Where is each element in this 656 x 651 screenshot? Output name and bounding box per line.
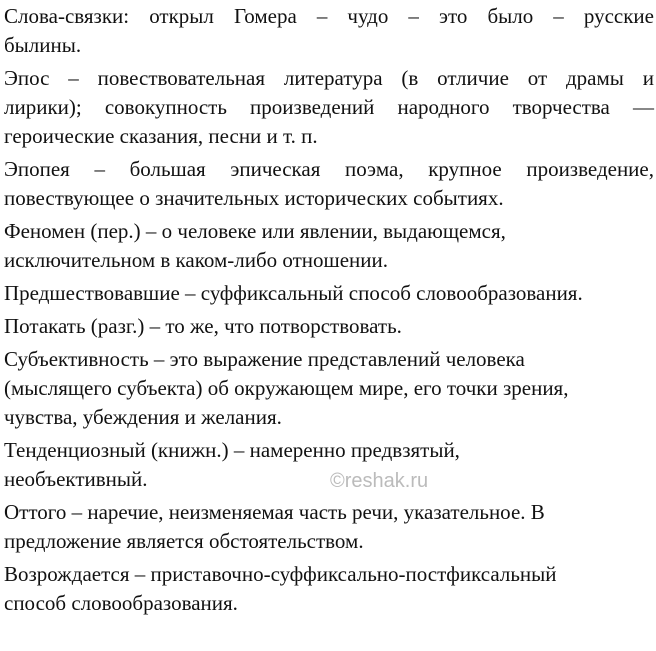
- text-line: Предшествовавшие – суффиксальный способ словообразования.: [4, 281, 583, 305]
- text-line: предложение является обстоятельством.: [4, 529, 364, 553]
- text-line: Слова-связки: открыл Гомера – чудо – это было – русские: [4, 4, 654, 28]
- paragraph: [4, 345, 654, 432]
- text-line: необъективный.: [4, 467, 148, 491]
- paragraph: [4, 2, 654, 60]
- text-line: повествующее о значительных исторических событиях.: [4, 186, 504, 210]
- text-line: героические сказания, песни и т. п.: [4, 124, 318, 148]
- paragraph: [4, 436, 654, 494]
- paragraph: [4, 312, 654, 341]
- text-line: былины.: [4, 33, 82, 57]
- text-line: Субъективность – это выражение представлений человека: [4, 347, 525, 371]
- paragraph: [4, 155, 654, 213]
- text-line: Тенденциозный (книжн.) – намеренно предвзятый,: [4, 438, 460, 462]
- paragraph: [4, 279, 654, 308]
- text-line: Потакать (разг.) – то же, что потворствовать.: [4, 314, 402, 338]
- watermark: ©reshak.ru: [330, 470, 429, 492]
- paragraph: [4, 217, 654, 275]
- paragraph: [4, 560, 654, 618]
- text-line: (мыслящего субъекта) об окружающем мире, его точки зрения,: [4, 376, 569, 400]
- paragraph: [4, 498, 654, 556]
- text-line: Феномен (пер.) – о человеке или явлении, выдающемся,: [4, 219, 506, 243]
- text-line: способ словообразования.: [4, 591, 238, 615]
- text-line: Эпопея – большая эпическая поэма, крупное произведение,: [4, 157, 654, 181]
- text-line: Эпос – повествовательная литература (в отличие от драмы и: [4, 66, 654, 90]
- text-line: Оттого – наречие, неизменяемая часть речи, указательное. В: [4, 500, 545, 524]
- text-line: чувства, убеждения и желания.: [4, 405, 282, 429]
- text-line: Возрождается – приставочно-суффиксально-постфиксальный: [4, 562, 557, 586]
- text-line: лирики); совокупность произведений народного творчества —: [4, 95, 654, 119]
- paragraph: [4, 64, 654, 151]
- text-line: исключительном в каком-либо отношении.: [4, 248, 388, 272]
